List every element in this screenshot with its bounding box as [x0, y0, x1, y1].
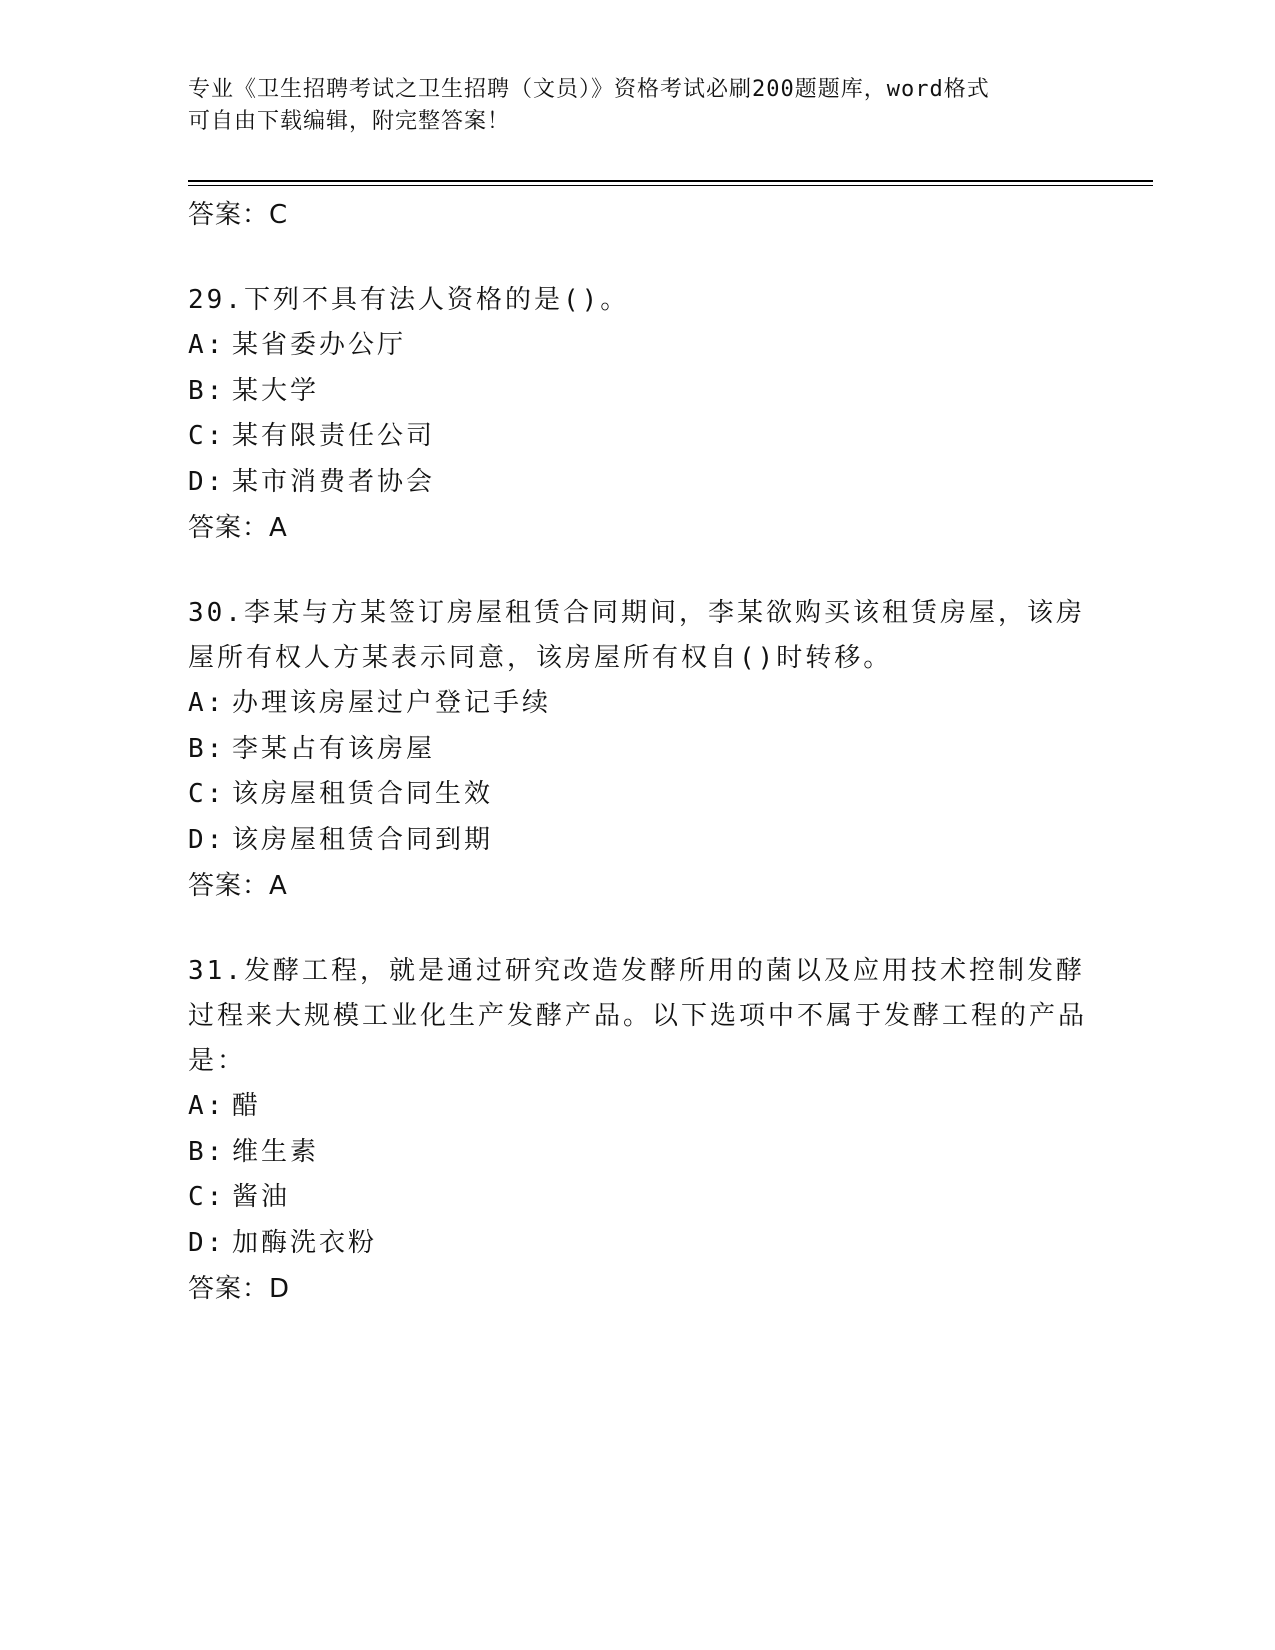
- option-a: [188, 1084, 1088, 1130]
- option-text: 酱油: [232, 1182, 291, 1212]
- option-text: 某有限责任公司: [232, 421, 436, 451]
- option-c: [188, 414, 1088, 460]
- option-text: 某大学: [232, 375, 320, 406]
- option-text: 该房屋租赁合同到期: [232, 824, 494, 855]
- option-b: [188, 1130, 1088, 1176]
- answer: 答案：A: [188, 513, 288, 543]
- option-a: [188, 681, 1088, 727]
- header-line-1: 专业《卫生招聘考试之卫生招聘（文员）》资格考试必刷200题题库，word格式: [188, 77, 990, 102]
- option-text: 加酶洗衣粉: [232, 1227, 378, 1258]
- previous-answer: 答案：C: [188, 200, 289, 230]
- option-b: [188, 727, 1088, 773]
- option-letter: D:: [188, 1227, 226, 1258]
- option-text: 李某占有该房屋: [232, 733, 436, 764]
- answer: 答案：A: [188, 871, 288, 901]
- option-text: 该房屋租赁合同生效: [232, 779, 494, 809]
- option-letter: C:: [188, 421, 226, 451]
- question-31: [188, 949, 1088, 1312]
- option-letter: C:: [188, 1182, 226, 1212]
- option-text: 某省委办公厅: [232, 330, 407, 360]
- option-d: [188, 818, 1088, 864]
- option-b: [188, 369, 1088, 415]
- option-c: [188, 1175, 1088, 1221]
- option-d: [188, 1221, 1088, 1267]
- option-letter: D:: [188, 466, 226, 497]
- option-letter: D:: [188, 824, 226, 855]
- header-line-2: 可自由下载编辑，附完整答案！: [188, 109, 511, 134]
- option-letter: B:: [188, 1136, 226, 1167]
- option-letter: A:: [188, 1091, 226, 1121]
- answer: 答案：D: [188, 1274, 291, 1304]
- question-stem: 29.下列不具有法人资格的是()。: [188, 285, 630, 315]
- option-letter: A:: [188, 330, 226, 360]
- header-divider-thick: [188, 180, 1153, 182]
- question-stem: 31.发酵工程，就是通过研究改造发酵所用的菌以及应用技术控制发酵过程来大规模工业化生产发酵产品。以下选项中不属于发酵工程的产品是：: [188, 956, 1088, 1076]
- option-letter: B:: [188, 733, 226, 764]
- option-d: [188, 460, 1088, 506]
- option-text: 某市消费者协会: [232, 466, 436, 497]
- option-c: [188, 772, 1088, 818]
- option-a: [188, 323, 1088, 369]
- option-text: 醋: [232, 1091, 262, 1121]
- option-text: 维生素: [232, 1136, 320, 1167]
- option-letter: A:: [188, 688, 226, 718]
- question-30: [188, 591, 1088, 909]
- document-header: [188, 74, 1068, 138]
- option-letter: B:: [188, 375, 226, 406]
- question-list: [188, 190, 1088, 1312]
- option-letter: C:: [188, 779, 226, 809]
- header-divider-thin: [188, 185, 1153, 186]
- question-29: [188, 278, 1088, 551]
- option-text: 办理该房屋过户登记手续: [232, 688, 552, 718]
- question-stem: 30.李某与方某签订房屋租赁合同期间，李某欲购买该租赁房屋，该房屋所有权人方某表示同意，该房屋所有权自()时转移。: [188, 598, 1085, 673]
